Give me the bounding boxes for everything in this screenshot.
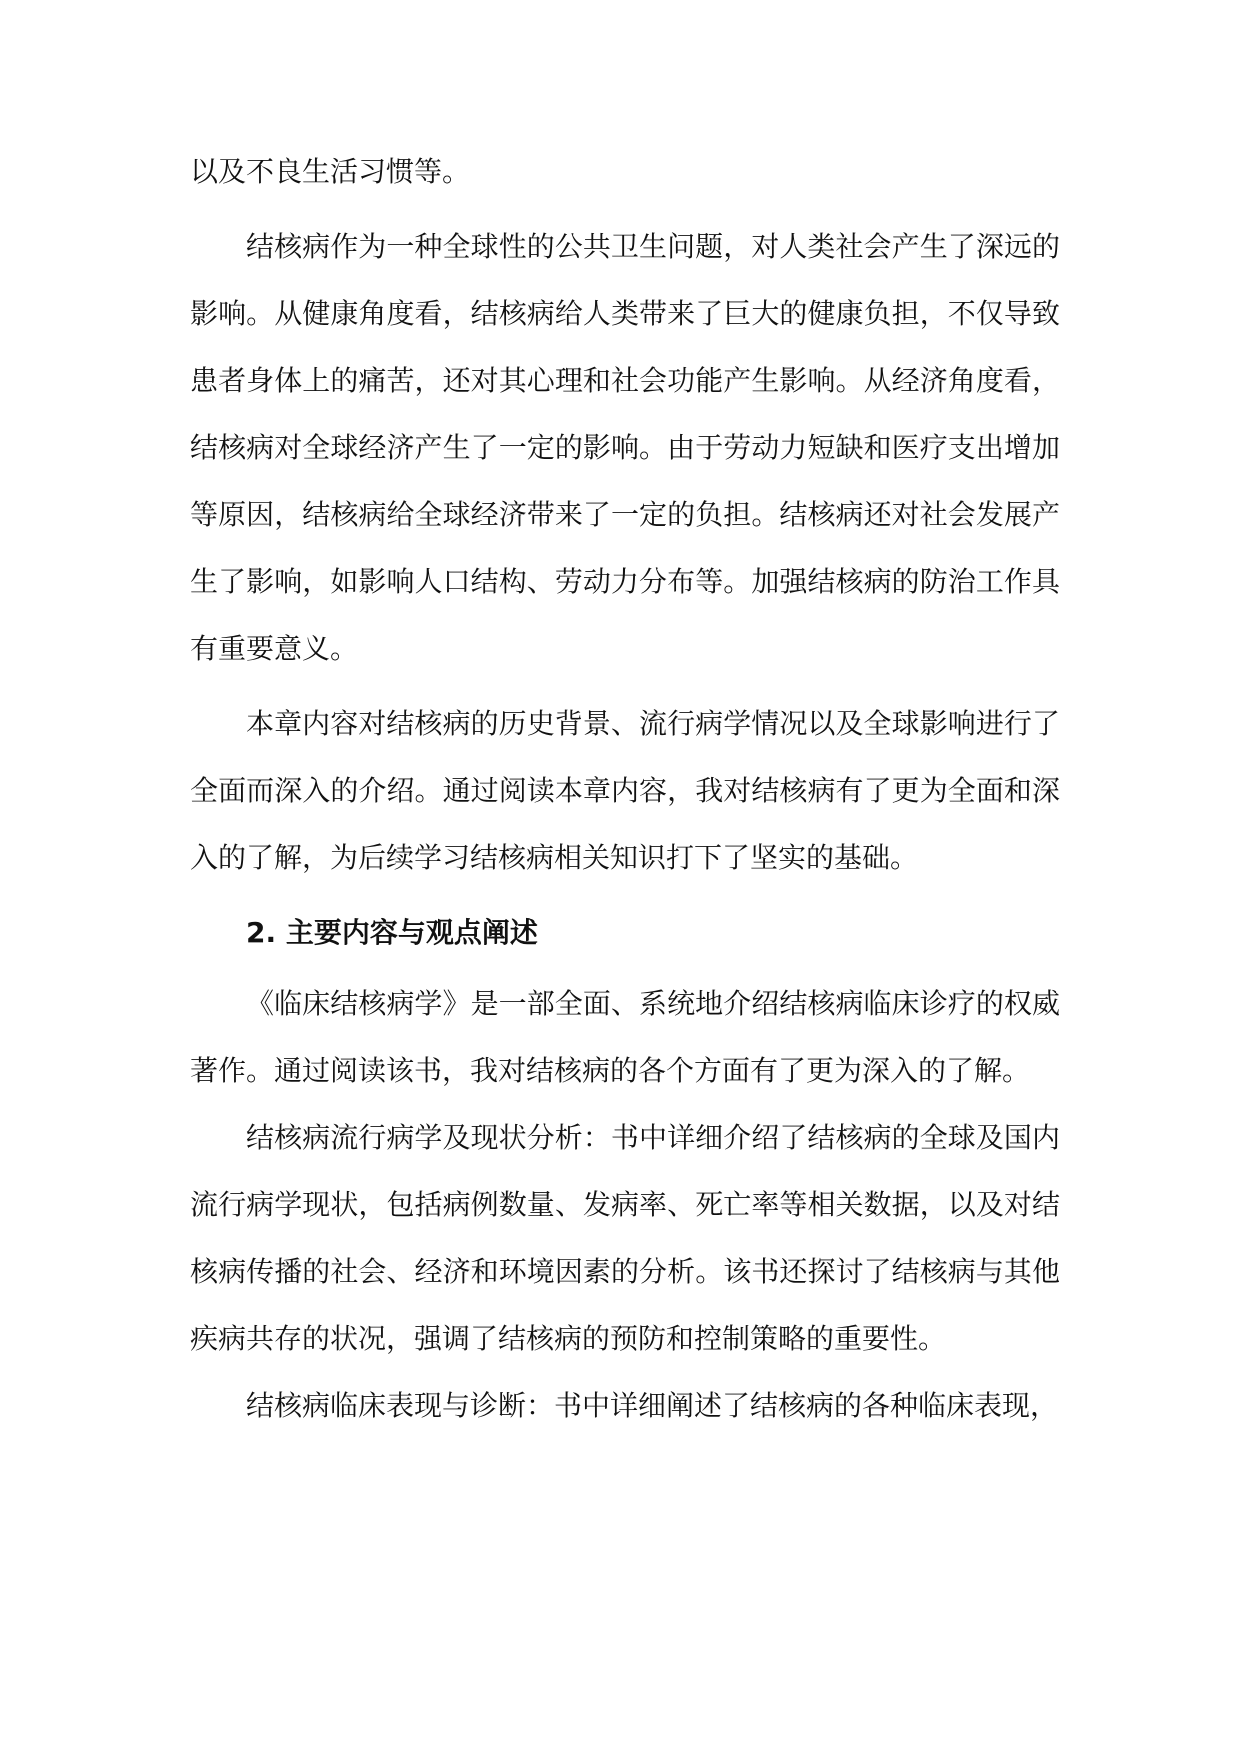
paragraph-chapter-summary: 本章内容对结核病的历史背景、流行病学情况以及全球影响进行了全面而深入的介绍。通过阅读本章内容，我对结核病有了更为全面和深入的了解，为后续学习结核病相关知识打下了坚实的基础。 bbox=[190, 707, 1060, 874]
document-body bbox=[190, 138, 1060, 1439]
paragraph-epidemiology: 结核病流行病学及现状分析：书中详细介绍了结核病的全球及国内流行病学现状，包括病例数量、发病率、死亡率等相关数据，以及对结核病传播的社会、经济和环境因素的分析。该书还探讨了结核病与其他疾病共存的状况，强调了结核病的预防和控制策略的重要性。 bbox=[190, 1121, 1060, 1355]
section-heading: 2. 主要内容与观点阐述 bbox=[246, 916, 538, 949]
paragraph-book-intro: 《临床结核病学》是一部全面、系统地介绍结核病临床诊疗的权威著作。通过阅读该书，我对结核病的各个方面有了更为深入的了解。 bbox=[190, 987, 1060, 1087]
paragraph-continuation: 以及不良生活习惯等。 bbox=[190, 155, 471, 188]
paragraph-clinical-diagnosis: 结核病临床表现与诊断：书中详细阐述了结核病的各种临床表现， bbox=[246, 1389, 1059, 1422]
paragraph-global-impact: 结核病作为一种全球性的公共卫生问题，对人类社会产生了深远的影响。从健康角度看，结核病给人类带来了巨大的健康负担，不仅导致患者身体上的痛苦，还对其心理和社会功能产生影响。从经济角度看，结核病对全球经济产生了一定的影响。由于劳动力短缺和医疗支出增加等原因，结核病给全球经济带来了一定的负担。结核病还对社会发展产生了影响，如影响人口结构、劳动力分布等。加强结核病的防治工作具有重要意义。 bbox=[190, 230, 1060, 665]
